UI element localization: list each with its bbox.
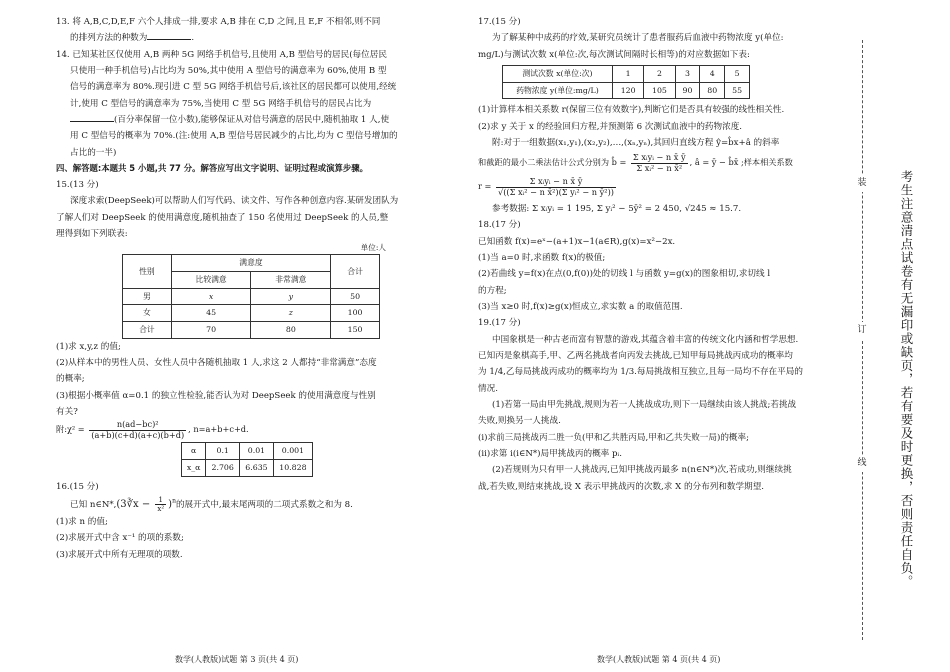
chi-square-formula: 附:χ² = $\frac{\text{n(ad−bc)²}}{(a+b)(c+d)(a+c)(b+d)}$ , n=a+b+c+d.	[56, 419, 249, 440]
table-header: 性别	[123, 255, 172, 288]
section-heading: 四、解答题:本题共 5 小题,共 77 分。解答应写出文字说明、证明过程或演算步骤。	[56, 162, 369, 173]
table-row: 女 45 z 100	[123, 305, 380, 322]
table-header: 非常满意	[251, 272, 331, 289]
binding-char: 装	[850, 175, 874, 192]
table-row: x_α 2.706 6.635 10.828	[182, 459, 313, 476]
binomial-expression: (3∛x − $\frac{1}{\text{x²}}$ )$^n$	[116, 495, 176, 513]
correlation-formula: r = $\frac{\text{Σ xᵢyᵢ − n x̄ ȳ}}{\text{√((Σ xᵢ² − n x̄²)(Σ yᵢ² − n ȳ²))}}$	[478, 176, 614, 197]
answer-blank[interactable]	[147, 31, 191, 40]
question-13: 13. 将 A,B,C,D,E,F 六个人排成一排,要求 A,B 排在 C,D 之间,且 E,F 不相邻,则不同 的排列方法的种数为 .	[56, 17, 381, 44]
table-row: 药物浓度 y(单位:mg/L) 120 105 90 80 55	[503, 82, 750, 99]
critical-value-table	[181, 442, 313, 476]
table-row: 测试次数 x(单位:次) 1 2 3 4 5	[503, 65, 750, 82]
answer-blank[interactable]	[70, 113, 114, 122]
regression-formula: 和截距的最小二乘法估计公式分别为 b̂ = $\frac{\text{Σ xᵢyᵢ − n x̄ ȳ}}{\text{Σ xᵢ² − n x̄²}}$ , â = ȳ − b̂x̄ ;样本相关系数	[478, 152, 793, 173]
footer-left: 数学(人教版)试题 第 3 页(共 4 页)	[175, 655, 299, 664]
question-19: 19.(17 分) 中国象棋是一种古老而富有智慧的游戏,其蕴含着丰富的传统文化内涵和哲学思想. 已知丙是象棋高手,甲、乙两名挑战者向丙发去挑战,已知甲每局挑战丙成功的概率均 为 1/4,乙每局挑战丙成功的概率均为 1/3.每局挑战相互独立,且每一局均不存在平局的 情况. (1)若第一局由甲先挑战,规则为若一人挑战成功,则下一局继续由该人挑战;若挑战 失败,则换另一人挑战. (i)求前三局挑战丙二胜一负(甲和乙共胜丙局,甲和乙共失败一局)的概率; (ii)求第 i(i∈N*)局甲挑战丙的概率 pᵢ. (2)若规则为只有甲一人挑战丙,已知甲挑战丙最多 n(n∈N*)次,若成功,则继续挑 战,若失败,则结束挑战,设 X 表示甲挑战丙的次数,求 X 的分布列和数学期望.	[478, 318, 803, 492]
question-18: 18.(17 分) 已知函数 f(x)=eˣ−(a+1)x−1(a∈R),g(x)=x²−2x. (1)当 a=0 时,求函数 f(x)的极值; (2)若曲线 y=f(x)在点(0,f(0))处的切线 l 与函数 y=g(x)的图象相切,求切线 l 的方程; (3)当 x≥0 时,f(x)≥g(x)恒成立,求实数 a 的取值范围.	[478, 220, 771, 312]
binding-char: 订	[850, 322, 874, 339]
question-17: 17.(15 分) 为了解某种中成药的疗效,某研究员统计了患者服药后血液中药物浓度 y(单位: mg/L)与测试次数 x(单位:次,每次测试间隔时长相等)的对应数据如下表: 测试次数 x(单位:次) 1 2 3 4 5 药物浓度 y(单位:mg/L) 120 105 90 80 55 (1)计算样本相关系数 r(保留三位有效数字),判断它们是否具有较强的线性相关性. (2)求 y 关于 x 的经验回归方程,并预测第 6 次测试血液中的药物浓度. 附:对于一组数据(x₁,y₁),(x₂,y₂),…,(xₙ,yₙ),其回归直线方程 ŷ=b̂x+â 的斜率 和截距的最小二乘法估计公式分别为 b̂ = $\frac{\text{Σ xᵢyᵢ − n x̄ ȳ}}{\text{Σ xᵢ² − n x̄²}}$ , â = ȳ − b̂x̄ ;样本相关系数 r = $\frac{\text{Σ xᵢyᵢ − n x̄ ȳ}}{\text{√((Σ xᵢ² − n x̄²)(Σ yᵢ² − n ȳ²))}}$ 参考数据: Σ xᵢyᵢ = 1 195, Σ yᵢ² − 5ȳ² = 2 450, √245 ≈ 15.7.	[478, 14, 846, 217]
table-header: 比较满意	[171, 272, 251, 289]
question-16: 16.(15 分) 已知 n∈N*,(3∛x − $\frac{1}{\text{x²}}$ )$^n$的展开式中,最末尾两项的二项式系数之和为 8. (1)求 n 的值; (2)求展开式中含 x⁻¹ 的项的系数; (3)求展开式中所有无理项的项数.	[56, 481, 353, 560]
binding-char: 线	[850, 455, 874, 472]
table-row: α 0.1 0.01 0.001	[182, 443, 313, 460]
table-row: 合计 70 80 150	[123, 322, 380, 339]
question-15: 15.(13 分) 深度求索(DeepSeek)可以帮助人们写代码、读文件、写作各种创意内容.某研发团队为 了解人们对 DeepSeek 的使用满意度,随机抽查了 150 名使用过 DeepSeek 的人员,整 理得到如下列联表: 单位:人 性别 满意度 合计 比较满意 非常满意 男 x y 50 女 45 z 100 合计 70 80 150 (1)求 x,y,z 的值; (2)从样本中的男性人员、女性人员中各随机抽取 1 人,求这 2 人都持“非常满意”态度 的概率; (3)根据小概率值 α=0.1 的独立性检验,能否认为对 DeepSeek 的使用满意度与性别 有关? 附:χ² = $\frac{\text{n(ad−bc)²}}{(a+b)(c+d)(a+c)(b+d)}$ , n=a+b+c+d. α 0.1 0.01 0.001 x_α 2.706 6.635 10.828	[56, 177, 434, 477]
footer-right: 数学(人教版)试题 第 4 页(共 4 页)	[597, 655, 721, 664]
table-header: 合计	[331, 255, 380, 288]
exam-notice: 考生注意清点试卷有无漏印或缺页，若有要及时更换，否则责任自负。	[899, 170, 914, 589]
reference-data: 参考数据: Σ xᵢyᵢ = 1 195, Σ yᵢ² − 5ȳ² = 2 450, √245 ≈ 15.7.	[492, 204, 742, 215]
contingency-table	[122, 254, 380, 338]
right-page	[478, 14, 846, 495]
binding-line	[862, 40, 863, 640]
table-row: 男 x y 50	[123, 288, 380, 305]
question-14: 14. 已知某社区仅使用 A,B 两种 5G 网络手机信号,且使用 A,B 型信号的居民(每位居民 只使用一种手机信号)占比均为 50%,其中使用 A 型信号的满意率为 60%,使用 B 型 信号的满意率为 80%.现引进 C 型 5G 网络手机信号后,该社区的居民都可以使用,经统 计,使用 C 型信号的满意率为 75%,当使用 C 型 5G 网络手机信号的居民占比为 (百分率保留一位小数),能够保证从对信号满意的居民中,随机抽取 1 人,使 用 C 型信号的概率为 70%.(注:使用 A,B 型信号居民减少的占比,均为 C 型信号增加的 占比的一半)	[56, 49, 398, 158]
drug-concentration-table	[502, 65, 750, 99]
left-page	[56, 14, 434, 563]
table-header: 满意度	[171, 255, 330, 272]
unit-label: 单位:人	[360, 243, 386, 253]
